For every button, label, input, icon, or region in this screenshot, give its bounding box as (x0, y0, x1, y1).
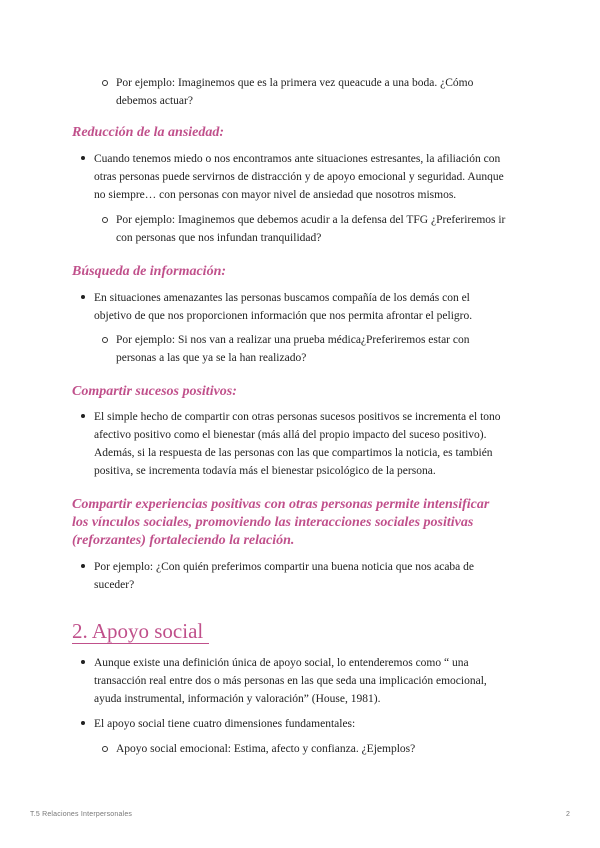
example-text: Por ejemplo: Si nos van a realizar una prueba médica¿Preferiremos estar con (116, 334, 470, 346)
section-heading-reduccion: Reducción de la ansiedad: (72, 125, 225, 140)
paragraph-text: afectivo positivo como el bienestar (más allá del propio impacto del suceso positivo). (94, 429, 487, 441)
paragraph-text: Además, si la respuesta de las personas con las que compartimos la noticia, es también (94, 447, 493, 459)
bullet-marker (81, 414, 85, 418)
sub-bullet-marker (102, 337, 108, 343)
example-text: con personas que nos infundan tranquilidad? (116, 232, 322, 244)
paragraph-text: suceder? (94, 579, 135, 591)
example-text: Por ejemplo: Imaginemos que es la primera vez queacude a una boda. ¿Cómo (116, 77, 474, 89)
section-heading-experiencias: (reforzantes) fortaleciendo la relación. (72, 533, 295, 548)
example-text: debemos actuar? (116, 95, 193, 107)
paragraph-text: Aunque existe una definición única de apoyo social, lo entenderemos como “ una (94, 657, 469, 669)
paragraph-text: objetivo de que nos proporcionen información que nos permita afrontar el peligro. (94, 310, 473, 322)
paragraph-text: otras personas puede servirnos de distracción y de apoyo emocional y seguridad. Aunque (94, 171, 504, 183)
bullet-marker (81, 156, 85, 160)
footer-page-number: 2 (566, 811, 570, 818)
paragraph-text: En situaciones amenazantes las personas buscamos compañía de los demás con el (94, 292, 470, 304)
section-heading-experiencias: Compartir experiencias positivas con otras personas permite intensificar (72, 497, 490, 512)
sub-bullet-marker (102, 217, 108, 223)
paragraph-text: Por ejemplo: ¿Con quién preferimos compartir una buena noticia que nos acaba de (94, 561, 475, 573)
section-heading-compartir: Compartir sucesos positivos: (72, 384, 237, 399)
section-heading-busqueda: Búsqueda de información: (72, 264, 227, 279)
example-text: Apoyo social emocional: Estima, afecto y confianza. ¿Ejemplos? (116, 743, 416, 755)
bullet-marker (81, 721, 85, 725)
sub-bullet-marker (102, 746, 108, 752)
paragraph-text: no siempre… con personas con mayor nivel de ansiedad que nosotros mismos. (94, 189, 457, 201)
paragraph-text: positiva, se incrementa todavía más el bienestar psicológico de la persona. (94, 465, 436, 477)
paragraph-text: transacción real entre dos o más personas en las que seda una implicación emocional, (94, 675, 487, 687)
bullet-marker (81, 660, 85, 664)
paragraph-text: El simple hecho de compartir con otras personas sucesos positivos se incrementa el tono (94, 411, 501, 423)
example-text: personas a las que ya se la han realizado? (116, 352, 307, 364)
sub-bullet-marker (102, 80, 108, 86)
section-title-underline (72, 643, 209, 644)
section-heading-experiencias: los vínculos sociales, promoviendo las interacciones sociales positivas (72, 515, 474, 530)
footer-course-title: T.5 Relaciones Interpersonales (30, 811, 133, 818)
paragraph-text: ayuda instrumental, información y valoración” (House, 1981). (94, 693, 381, 705)
paragraph-text: El apoyo social tiene cuatro dimensiones fundamentales: (94, 718, 356, 730)
example-text: Por ejemplo: Imaginemos que debemos acudir a la defensa del TFG ¿Preferiremos ir (116, 214, 506, 226)
bullet-marker (81, 295, 85, 299)
bullet-marker (81, 564, 85, 568)
section-title-apoyo-social: 2. Apoyo social (72, 619, 204, 643)
paragraph-text: Cuando tenemos miedo o nos encontramos ante situaciones estresantes, la afiliación con (94, 153, 501, 165)
